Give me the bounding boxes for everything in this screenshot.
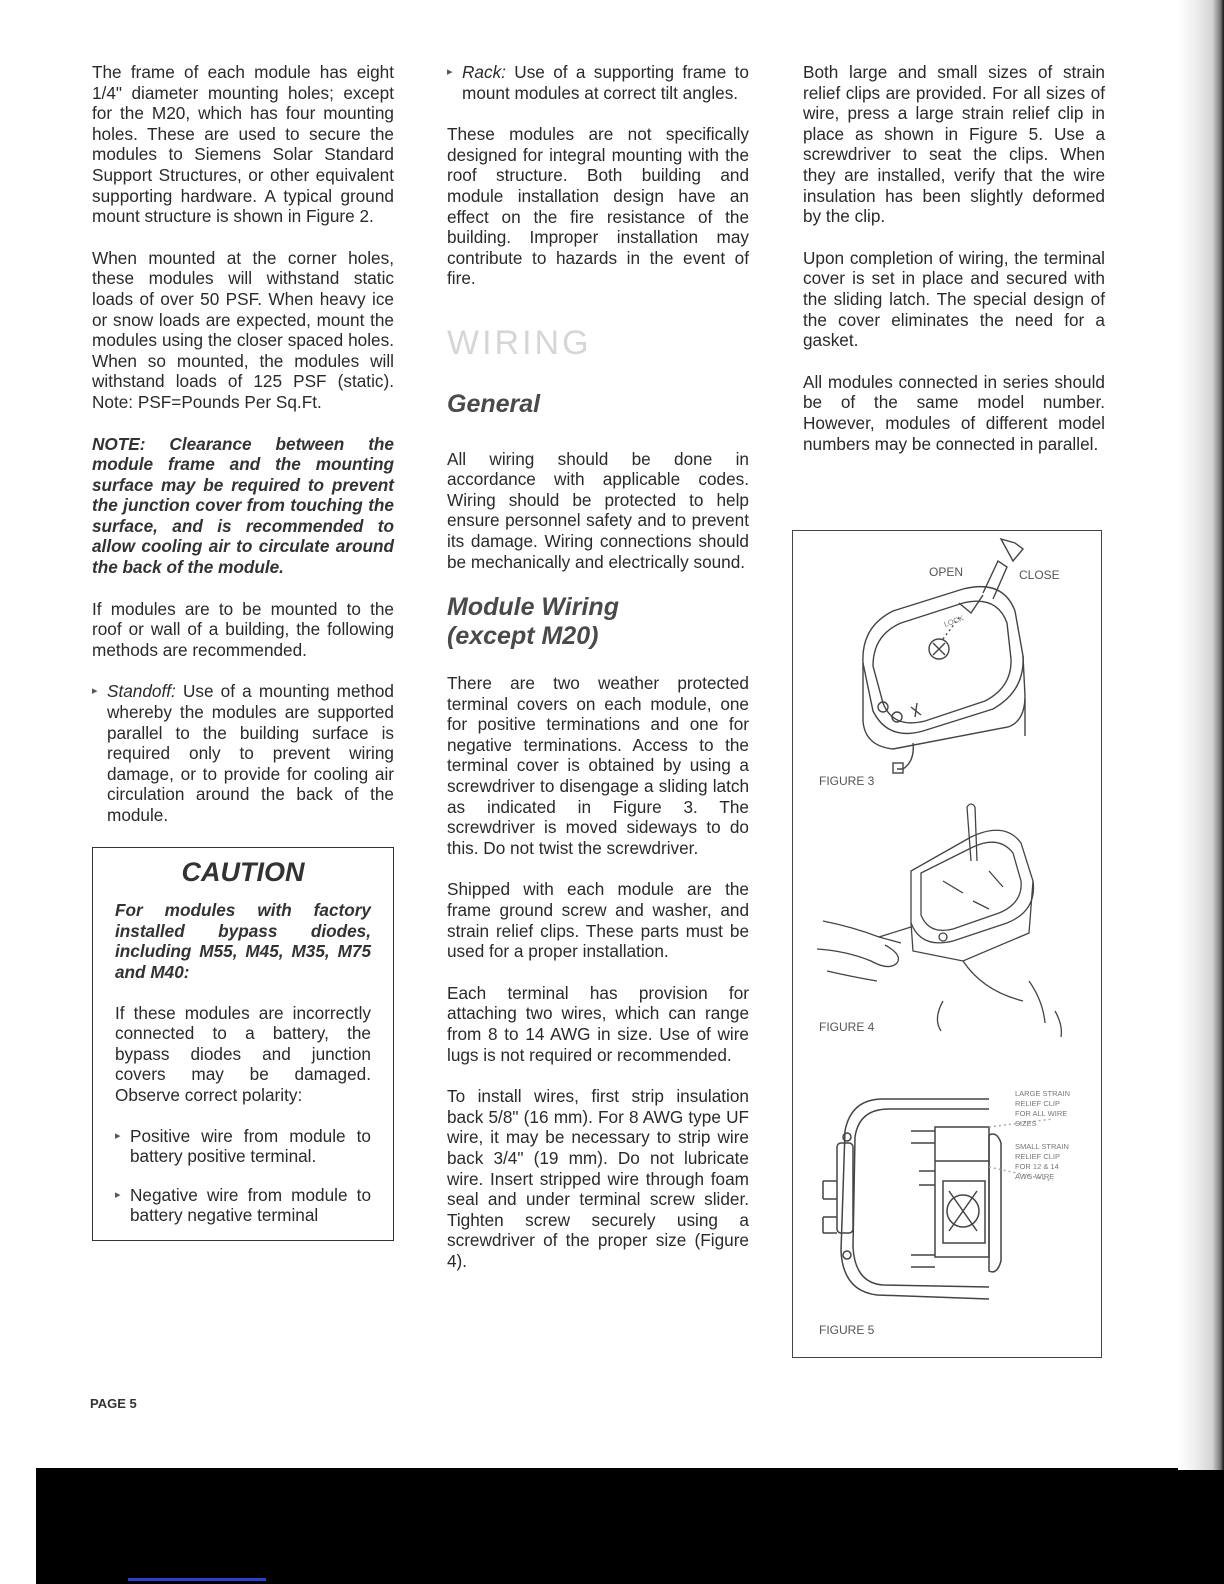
fig5-large-clip-line4: SIZES (1015, 1119, 1037, 1128)
scan-footer-bar (36, 1468, 1224, 1584)
caution-subtitle: For modules with factory installed bypass diodes, including M55, M45, M35, M75 and M40: (115, 900, 371, 982)
fig5-small-clip-line2: RELIEF CLIP (1015, 1152, 1061, 1161)
install-wires-paragraph: To install wires, first strip insulation back 5/8" (16 mm). For 8 AWG type UF wire, it may be necessary to strip wire back 3/4" (19 mm). Do not lubricate wire. Insert stripped wire through foam seal and under terminal screw slider. Tighten screw securely using a screwdriver of the proper size (Figure 4). (447, 1086, 749, 1271)
mounting-holes-paragraph: The frame of each module has eight 1/4" diameter mounting holes; except for the M20, which has four mounting holes. These are used to secure the modules to Siemens Solar Standard Support Structures, or other equivalent supporting hardware. A typical ground mount structure is shown in Figure 2. (92, 62, 394, 227)
column-right (803, 62, 1105, 475)
rack-lead: Rack: (462, 62, 506, 82)
caution-body: If these modules are incorrectly connected to a battery, the bypass diodes and junction covers may be damaged. Observe correct polarity: (115, 1002, 371, 1105)
fig3-close-label: CLOSE (1019, 568, 1060, 582)
heading-module-wiring-line1: Module Wiring (447, 593, 619, 622)
heading-module-wiring-line2: (except M20) (447, 622, 599, 651)
rack-bullet (447, 62, 749, 103)
series-modules-paragraph: All modules connected in series should be of the same model number. However, modules of different model numbers may be connected in parallel. (803, 371, 1105, 454)
terminal-cover-paragraph: Upon completion of wiring, the terminal cover is set in place and secured with the sliding latch. The special design of the cover eliminates the need for a gasket. (803, 247, 1105, 351)
scan-binding-shadow (1178, 0, 1224, 1470)
caution-box (92, 847, 394, 1241)
figure-5-label: FIGURE 5 (819, 1323, 875, 1337)
standoff-bullet (92, 681, 394, 825)
page-number: PAGE 5 (90, 1396, 137, 1411)
roof-mount-paragraph: If modules are to be mounted to the roof or wall of a building, the following methods are recommended. (92, 598, 394, 660)
fig3-open-label: OPEN (929, 565, 964, 579)
column-middle (447, 62, 749, 1293)
general-paragraph: All wiring should be done in accordance with applicable codes. Wiring should be protected to help ensure personnel safety and to prevent its damage. Wiring connections should be mechanically and electrically sound. (447, 448, 749, 572)
scan-footer-link-line (128, 1578, 266, 1581)
caution-title: CAUTION (181, 856, 305, 887)
standoff-lead: Standoff: (107, 681, 176, 702)
fig5-small-clip-line4: AWG WIRE (1015, 1172, 1055, 1181)
static-loads-paragraph: When mounted at the corner holes, these modules will withstand static loads of over 50 PSF. When heavy ice or snow loads are expected, mount the modules using the closer spaced holes. When so mounted, the modules will withstand loads of 125 PSF (static). Note: PSF=Pounds Per Sq.Ft. (92, 247, 394, 412)
column-left (92, 62, 394, 1241)
fig5-large-clip-line2: RELIEF CLIP (1015, 1099, 1061, 1108)
wire-size-paragraph: Each terminal has provision for attaching two wires, which can range from 8 to 14 AWG in size. Use of wire lugs is not required or recommended. (447, 982, 749, 1065)
fire-resistance-paragraph: These modules are not specifically designed for integral mounting with the roof structure. Both building and module installation design have an effect on the fire resistance of the building. Improper installation may contribute to hazards in the event of fire. (447, 124, 749, 289)
caution-bullet-negative: ▸ Negative wire from module to battery negative terminal (115, 1185, 371, 1226)
terminal-covers-paragraph: There are two weather protected terminal covers on each module, one for positive terminations and one for negative terminations. Access to the terminal cover is obtained by using a screwdriver to disengage a sliding latch as indicated in Figure 3. The screwdriver is moved sideways to do this. Do not twist the screwdriver. (447, 673, 749, 858)
shipped-parts-paragraph: Shipped with each module are the frame ground screw and washer, and strain relief clips. These parts must be used for a proper installation. (447, 879, 749, 962)
figure-5-drawing (823, 1099, 1053, 1299)
heading-module-wiring (447, 593, 749, 651)
caution-bullet-positive: ▸ Positive wire from module to battery positive terminal. (115, 1126, 371, 1167)
fig3-lock-label: LOCK (942, 613, 965, 629)
fig5-small-clip-line3: FOR 12 & 14 (1015, 1162, 1059, 1171)
heading-general: General (447, 389, 541, 418)
fig5-small-clip-line1: SMALL STRAIN (1015, 1142, 1069, 1151)
figures-illustration (793, 531, 1101, 1357)
figure-4-label: FIGURE 4 (819, 1020, 875, 1034)
rack-text: Use of a supporting frame to mount modules at correct tilt angles. (462, 62, 749, 103)
strain-relief-paragraph: Both large and small sizes of strain relief clips are provided. For all sizes of wire, press a large strain relief clip in place as shown in Figure 5. Use a screwdriver to seat the clips. When they are installed, verify that the wire insulation has been slightly deformed by the clip. (803, 62, 1105, 227)
section-title-wiring: WIRING (447, 323, 592, 362)
figures-panel (792, 530, 1102, 1358)
fig5-large-clip-line1: LARGE STRAIN (1015, 1089, 1071, 1098)
figure-3-label: FIGURE 3 (819, 774, 875, 788)
clearance-note: NOTE: Clearance between the module frame and the mounting surface may be required to prevent the junction cover from touching the surface, and is recommended to allow cooling air to circulate around the back of the module. (92, 433, 394, 578)
fig5-large-clip-line3: FOR ALL WIRE (1015, 1109, 1068, 1118)
standoff-text: Use of a mounting method whereby the modules are supported parallel to the building surface is required only to prevent wiring damage, or to provide for cooling air circulation around the back of the module. (107, 681, 394, 825)
figure-4-drawing (817, 804, 1061, 1037)
